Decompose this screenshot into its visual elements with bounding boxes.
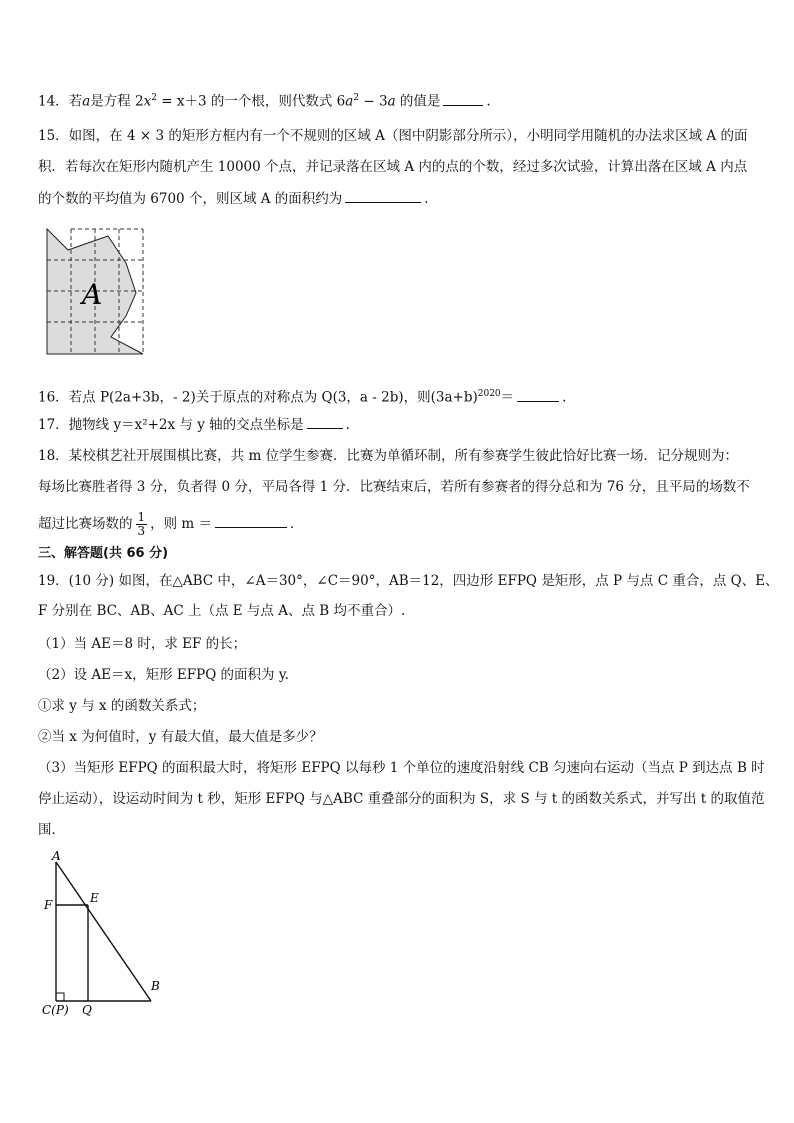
- label-b: B: [151, 979, 160, 993]
- question-18-line-2: 每场比赛胜者得 3 分，负者得 0 分，平局各得 1 分．比赛结束后，若所有参赛者的得分总和为 76 分，且平局的场数不: [38, 479, 750, 495]
- side-ab: [56, 862, 151, 1001]
- answer-blank-16[interactable]: [517, 387, 559, 402]
- question-15-line-1: 15．如图，在 4 × 3 的矩形方框内有一个不规则的区域 A（图中阴影部分所示），小明同学用随机的办法求区域 A 的面: [38, 128, 748, 144]
- question-19-part-2: （2）设 AE＝x，矩形 EFPQ 的面积为 y.: [38, 667, 289, 683]
- question-19-part-2a: ①求 y 与 x 的函数关系式；: [38, 698, 206, 714]
- right-angle-mark: [56, 993, 64, 1001]
- fraction-one-third: $\frac{1}{3}$: [137, 510, 146, 538]
- region-a-figure: [40, 222, 154, 362]
- answer-blank-14[interactable]: [443, 91, 483, 106]
- label-a: A: [52, 849, 61, 863]
- section-title: 三、解答题(共 66 分): [38, 546, 169, 561]
- triangle-abc-figure: [38, 848, 168, 1017]
- question-19-part-3-line-3: 围．: [38, 822, 65, 838]
- label-f: F: [44, 898, 53, 912]
- label-q: Q: [82, 1003, 92, 1017]
- region-a-label: A: [82, 278, 103, 311]
- answer-blank-18[interactable]: [215, 513, 287, 528]
- question-15-line-3: 的个数的平均值为 6700 个，则区域 A 的面积约为 ．: [38, 188, 438, 209]
- question-19-part-3-line-1: （3）当矩形 EFPQ 的面积最大时，将矩形 EFPQ 以每秒 1 个单位的速度沿射线 CB 匀速向右运动（当点 P 到达点 B 时: [38, 760, 765, 776]
- answer-blank-15[interactable]: [345, 188, 421, 203]
- question-19-part-1: （1）当 AE＝8 时，求 EF 的长；: [38, 636, 247, 652]
- label-e: E: [90, 891, 99, 905]
- answer-blank-17[interactable]: [307, 414, 343, 429]
- question-17: 17．抛物线 y＝x²+2x 与 y 轴的交点坐标是 ．: [38, 414, 359, 435]
- question-19-part-2b: ②当 x 为何值时，y 有最大值，最大值是多少？: [38, 729, 323, 745]
- question-19-part-3-line-2: 停止运动），设运动时间为 t 秒，矩形 EFPQ 与△ABC 重叠部分的面积为 S，求 S 与 t 的函数关系式，并写出 t 的取值范: [38, 791, 765, 807]
- question-18-line-1: 18．某校棋艺社开展围棋比赛，共 m 位学生参赛．比赛为单循环制，所有参赛学生彼此恰好比赛一场．记分规则为：: [38, 448, 739, 464]
- label-cp: C(P): [42, 1003, 69, 1017]
- question-15-line-2: 积．若每次在矩形内随机产生 10000 个点，并记录落在区域 A 内的点的个数，经过多次试验，计算出落在区域 A 内点: [38, 159, 748, 175]
- question-19-line-1: 19．(10 分) 如图，在△ABC 中，∠A＝30°，∠C＝90°，AB＝12，四边形 EFPQ 是矩形，点 P 与点 C 重合，点 Q、E、: [38, 573, 779, 589]
- question-16: 16．若点 P(2a+3b，- 2)关于原点的对称点为 Q(3，a - 2b)，则$(3a+b)^{2020}=$ .: [38, 384, 566, 408]
- question-18-line-3: 超过比赛场数的 $\frac{1}{3}$ ，则 m ＝ ．: [38, 510, 304, 538]
- question-14: 14．若a是方程 $2x^2 = x+3$ 的一个根，则代数式 $6a^2 - 3a$ 的值是 .: [38, 88, 491, 112]
- question-19-line-2: F 分别在 BC、AB、AC 上（点 E 与点 A、点 B 均不重合）.: [38, 603, 406, 619]
